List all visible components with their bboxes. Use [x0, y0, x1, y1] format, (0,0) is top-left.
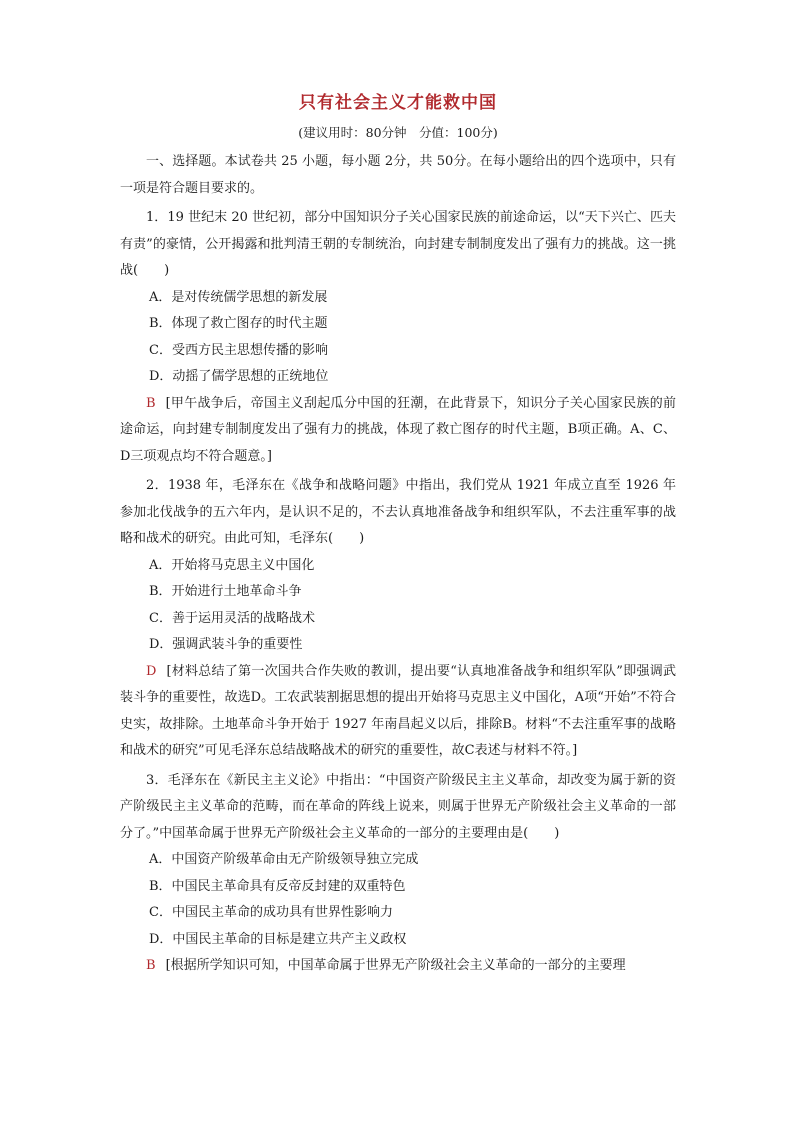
option-b: B．中国民主革命具有反帝反封建的双重特色 [149, 878, 406, 894]
page-subtitle: (建议用时：80分钟 分值：100分) [298, 125, 498, 140]
document-page [120, 92, 676, 980]
option-d: D．中国民主革命的目标是建立共产主义政权 [149, 931, 407, 947]
option-a: A．中国资产阶级革命由无产阶级领导独立完成 [149, 852, 419, 867]
explanation-text: [材料总结了第一次国共合作失败的教训，提出要“认真地准备战争和组织军队”即强调武装斗争的重要性，故选D。工农武装割据思想的提出开始将马克思主义中国化，A项“开始”不符合史实，故排除。土地革命斗争开始于 1927 年南昌起义以后，排除B。材料“不去注重军事的战略和战术的研究”可见毛泽东总结战略战术的研究的重要性，故C表述与材料不符。] [120, 663, 676, 758]
question-1 [120, 205, 676, 470]
answer-letter: B [146, 395, 156, 411]
explanation-text: [根据所学知识可知，中国革命属于世界无产阶级社会主义革命的一部分的主要理 [165, 958, 626, 973]
question-2 [120, 473, 676, 765]
answer-explanation [120, 953, 676, 980]
answer-letter: B [146, 958, 156, 973]
option-a: A．开始将马克思主义中国化 [149, 557, 315, 573]
question-stem: 3．毛泽东在《新民主主义论》中指出：“中国资产阶级民主主义革命，却改变为属于新的资产阶级民主主义革命的范畴，而在革命的阵线上说来，则属于世界无产阶级社会主义革命的一部分了。”中国革命属于世界无产阶级社会主义革命的一部分的主要理由是( ) [120, 772, 676, 841]
answer-letter: D [146, 663, 157, 679]
answer-explanation [120, 391, 676, 471]
question-3 [120, 768, 676, 980]
answer-explanation [120, 659, 676, 765]
page-title: 只有社会主义才能救中国 [299, 93, 497, 113]
option-d: D．强调武装斗争的重要性 [149, 637, 303, 652]
section-intro: 一、选择题。本试卷共 25 小题，每小题 2分，共 50分。在每小题给出的四个选项中，只有一项是符合题目要求的。 [120, 154, 676, 196]
option-c: C．受西方民主思想传播的影响 [149, 342, 328, 358]
option-d: D．动摇了儒学思想的正统地位 [149, 369, 329, 384]
option-b: B．体现了救亡图存的时代主题 [149, 316, 328, 331]
question-stem: 1．19 世纪末 20 世纪初，部分中国知识分子关心国家民族的前途命运，以“天下兴亡、匹夫有责”的豪情，公开揭露和批判清王朝的专制统治，向封建专制制度发出了强有力的挑战。这一挑战( ) [120, 210, 676, 278]
explanation-text: [甲午战争后，帝国主义刮起瓜分中国的狂潮，在此背景下，知识分子关心国家民族的前途命运，向封建专制制度发出了强有力的挑战，体现了救亡图存的时代主题，B项正确。A、C、D三项观点均不符合题意。] [120, 395, 676, 464]
option-c: C．中国民主革命的成功具有世界性影响力 [149, 905, 393, 920]
question-stem: 2．1938 年，毛泽东在《战争和战略问题》中指出，我们党从 1921 年成立直至 1926 年参加北伐战争的五六年内，是认识不足的，不去认真地准备战争和组织军队，不去注重军事的战略和战术的研究。由此可知，毛泽东( ) [120, 478, 676, 546]
option-b: B．开始进行土地革命斗争 [149, 584, 302, 599]
option-a: A．是对传统儒学思想的新发展 [149, 289, 328, 305]
option-c: C．善于运用灵活的战略战术 [149, 610, 315, 626]
